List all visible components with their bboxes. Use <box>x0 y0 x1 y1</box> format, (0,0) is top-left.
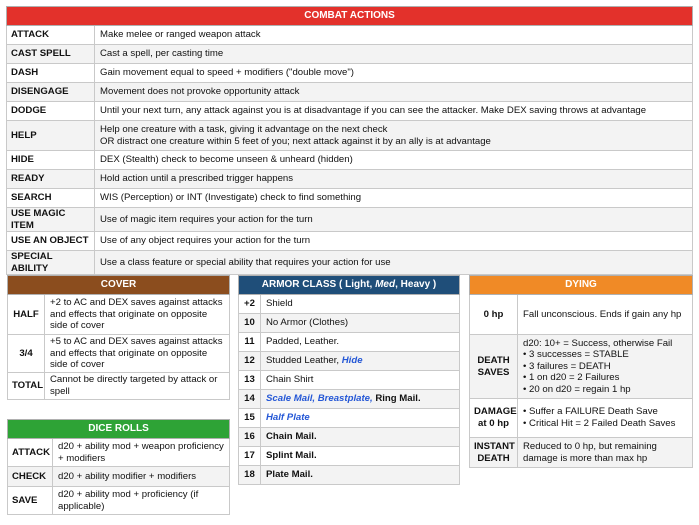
dying-label: DEATH SAVES <box>470 335 518 399</box>
armor-ac: 16 <box>239 428 261 447</box>
combat-action-name: DASH <box>7 64 95 83</box>
armor-ac: 18 <box>239 466 261 485</box>
cover-label: 3/4 <box>8 335 45 373</box>
combat-action-name: CAST SPELL <box>7 45 95 64</box>
combat-action-desc: Gain movement equal to speed + modifiers ("double move") <box>95 64 693 83</box>
combat-action-desc: Use of any object requires your action for the turn <box>95 232 693 251</box>
armor-name: No Armor (Clothes) <box>261 314 460 333</box>
armor-title-prefix: ARMOR CLASS ( <box>261 279 346 291</box>
armor-name: Plate Mail. <box>261 466 460 485</box>
armor-name: Chain Shirt <box>261 371 460 390</box>
combat-action-desc: DEX (Stealth) check to become unseen & unheard (hidden) <box>95 151 693 170</box>
armor-name: Scale Mail, Breastplate, Ring Mail. <box>261 390 460 409</box>
cover-desc: +5 to AC and DEX saves against attacks and effects that originate on opposite side of cover <box>45 335 230 373</box>
combat-action-name: USE MAGIC ITEM <box>7 208 95 232</box>
combat-action-name: SEARCH <box>7 189 95 208</box>
dice-desc: d20 + ability mod + proficiency (if applicable) <box>53 487 230 515</box>
combat-action-name: HELP <box>7 121 95 151</box>
combat-action-name: DISENGAGE <box>7 83 95 102</box>
dying-label: INSTANT DEATH <box>470 438 518 468</box>
dice-label: CHECK <box>8 467 53 487</box>
combat-action-desc: WIS (Perception) or INT (Investigate) check to find something <box>95 189 693 208</box>
armor-name: Shield <box>261 295 460 314</box>
cover-table <box>7 275 230 400</box>
armor-title-suffix: ) <box>430 279 437 291</box>
dying-label: DAMAGE at 0 hp <box>470 399 518 438</box>
cover-label: HALF <box>8 295 45 335</box>
armor-ac: 14 <box>239 390 261 409</box>
armor-title-sep: , <box>369 279 376 291</box>
armor-title-heavy: Heavy <box>400 279 431 291</box>
combat-action-desc: Use a class feature or special ability that requires your action for use <box>95 251 693 275</box>
armor-title-light: Light <box>345 279 370 291</box>
armor-name: Half Plate <box>261 409 460 428</box>
dying-desc: Fall unconscious. Ends if gain any hp <box>518 295 693 335</box>
armor-ac: +2 <box>239 295 261 314</box>
armor-class-table <box>238 275 460 485</box>
combat-action-desc: Until your next turn, any attack against you is at disadvantage if you can see the attacker. Make DEX saving throws at advantage <box>95 102 693 121</box>
combat-action-desc: Make melee or ranged weapon attack <box>95 26 693 45</box>
combat-action-desc: Cast a spell, per casting time <box>95 45 693 64</box>
dying-desc: Reduced to 0 hp, but remaining damage is more than max hp <box>518 438 693 468</box>
cover-title: COVER <box>8 276 230 295</box>
combat-actions-table <box>6 6 693 275</box>
dying-desc: • Suffer a FAILURE Death Save • Critical Hit = 2 Failed Death Saves <box>518 399 693 438</box>
cover-desc: +2 to AC and DEX saves against attacks and effects that originate on opposite side of cover <box>45 295 230 335</box>
armor-ac: 13 <box>239 371 261 390</box>
armor-name: Padded, Leather. <box>261 333 460 352</box>
armor-class-title <box>239 276 460 295</box>
combat-action-name: HIDE <box>7 151 95 170</box>
armor-ac: 12 <box>239 352 261 371</box>
combat-action-desc: Help one creature with a task, giving it advantage on the next check OR distract one creature within 5 feet of you; next attack against it by an ally is at advantage <box>95 121 693 151</box>
combat-action-name: READY <box>7 170 95 189</box>
dying-label: 0 hp <box>470 295 518 335</box>
armor-ac: 10 <box>239 314 261 333</box>
combat-action-desc: Movement does not provoke opportunity attack <box>95 83 693 102</box>
armor-ac: 17 <box>239 447 261 466</box>
dice-label: ATTACK <box>8 439 53 467</box>
armor-name: Chain Mail. <box>261 428 460 447</box>
dying-desc: d20: 10+ = Success, otherwise Fail • 3 successes = STABLE • 3 failures = DEATH • 1 on d20 = 2 Failures • 20 on d20 = regain 1 hp <box>518 335 693 399</box>
combat-action-name: ATTACK <box>7 26 95 45</box>
dying-title: DYING <box>470 276 693 295</box>
combat-action-desc: Use of magic item requires your action for the turn <box>95 208 693 232</box>
cover-label: TOTAL <box>8 373 45 400</box>
armor-name: Studded Leather, Hide <box>261 352 460 371</box>
dice-label: SAVE <box>8 487 53 515</box>
armor-ac: 11 <box>239 333 261 352</box>
dice-desc: d20 + ability mod + weapon proficiency + modifiers <box>53 439 230 467</box>
dying-table <box>469 275 693 468</box>
armor-ac: 15 <box>239 409 261 428</box>
dice-rolls-table <box>7 419 230 515</box>
combat-action-name: SPECIAL ABILITY <box>7 251 95 275</box>
armor-name: Splint Mail. <box>261 447 460 466</box>
dice-rolls-title: DICE ROLLS <box>8 420 230 439</box>
combat-action-desc: Hold action until a prescribed trigger happens <box>95 170 693 189</box>
dice-desc: d20 + ability modifier + modifiers <box>53 467 230 487</box>
combat-action-name: USE AN OBJECT <box>7 232 95 251</box>
armor-title-med: Med <box>375 279 396 291</box>
combat-action-name: DODGE <box>7 102 95 121</box>
armor-title-sep: , <box>395 279 401 291</box>
combat-actions-title: COMBAT ACTIONS <box>7 7 693 26</box>
cover-desc: Cannot be directly targeted by attack or spell <box>45 373 230 400</box>
